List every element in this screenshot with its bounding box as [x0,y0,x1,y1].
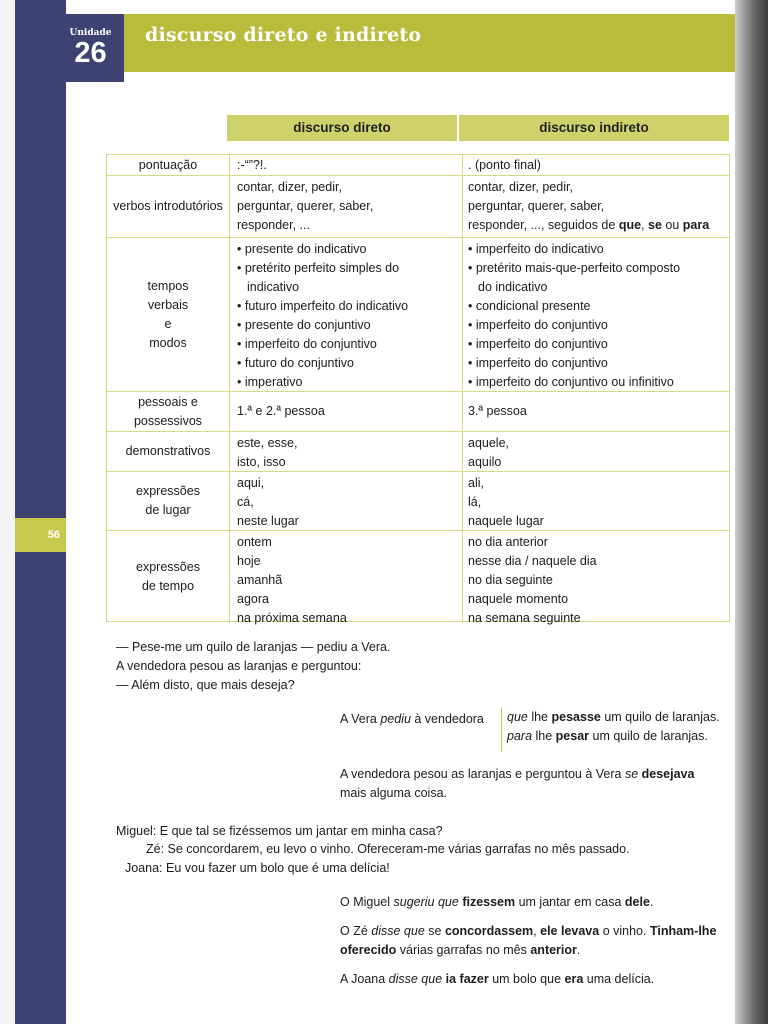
table-row [107,238,729,392]
column-header-indirect: discurso indireto [459,115,729,141]
reported-speech-line: oferecido várias garrafas no mês anterior. [340,943,581,957]
row-category: pessoais e possessivos [107,392,230,431]
reported-speech-line: O Zé disse que se concordassem, ele levava o vinho. Tinham-lhe [340,924,717,938]
example-dialogue-line: — Além disto, que mais deseja? [116,678,295,692]
row-category: tempos verbais e modos [107,238,230,391]
reported-speech-line: A Joana disse que ia fazer um bolo que era uma delícia. [340,972,655,986]
unit-badge [57,14,124,82]
reported-option: para lhe pesar um quilo de laranjas. [507,729,708,743]
reported-speech-intro: A Vera pediu à vendedora [340,712,484,726]
indirect-cell: no dia anterior nesse dia / naquele dia no dia seguinte naquele momento na semana seguinte [468,535,597,625]
right-gutter-shadow [735,0,768,1024]
row-category: pontuação [107,155,230,175]
indirect-cell: aquele, aquilo [468,436,510,469]
table-row [107,392,729,432]
row-category: expressões de lugar [107,472,230,530]
direct-cell: 1.ª e 2.ª pessoa [231,392,463,431]
indirect-cell: • imperfeito do indicativo • pretérito mais-que-perfeito composto do indicativo • condicional presente • imperfeito do conjuntivo • imperfeito do conjuntivo • imperfeito do conjuntivo • imperfeito do conjuntivo ou infinitivo [468,242,681,389]
unit-label: Unidade [69,28,112,38]
table-row [107,531,729,623]
reported-speech-line: O Miguel sugeriu que fizessem um jantar em casa dele. [340,895,654,909]
divider-bar [501,708,502,752]
direct-cell: ontem hoje amanhã agora na próxima semana [231,531,463,623]
direct-cell: este, esse, isto, isso [231,432,463,471]
indirect-cell: . (ponto final) [468,158,541,172]
direct-cell: contar, dizer, pedir, perguntar, querer, saber, responder, ... [231,176,463,237]
table-row [107,176,729,238]
row-category: demonstrativos [107,432,230,471]
direct-cell: :-“”?!. [231,155,463,175]
indirect-cell: contar, dizer, pedir, perguntar, querer, saber, responder, ..., seguidos de que, se ou para [468,180,710,232]
indirect-cell: ali, lá, naquele lugar [468,476,544,528]
example-dialogue-line: Miguel: E que tal se fizéssemos um jantar em minha casa? [116,824,443,838]
direct-cell: aqui, cá, neste lugar [231,472,463,530]
book-spine [0,0,15,1024]
example-dialogue-line: Zé: Se concordarem, eu levo o vinho. Ofereceram-me várias garrafas no mês passado. [146,842,630,856]
column-header-direct: discurso direto [227,115,457,141]
table-row [107,155,729,176]
table-row [107,472,729,531]
page-number: 56 [15,518,66,552]
row-category: expressões de tempo [107,531,230,623]
row-category: verbos introdutórios [107,176,230,237]
indirect-cell: 3.ª pessoa [468,404,527,418]
reported-option: que lhe pesasse um quilo de laranjas. [507,710,720,724]
example-dialogue-line: — Pese-me um quilo de laranjas — pediu a Vera. [116,640,391,654]
reported-speech-line: mais alguma coisa. [340,786,447,800]
reported-speech-line: A vendedora pesou as laranjas e perguntou à Vera se desejava [340,767,695,781]
page-title: discurso direto e indireto [145,24,422,46]
left-margin-band [15,0,66,1024]
direct-cell: • presente do indicativo • pretérito perfeito simples do indicativo • futuro imperfeito do indicativo • presente do conjuntivo • imperfeito do conjuntivo • futuro do conjuntivo • imperativo [231,238,463,391]
example-dialogue-line: Joana: Eu vou fazer um bolo que é uma delícia! [125,861,390,875]
example-dialogue-line: A vendedora pesou as laranjas e perguntou: [116,659,362,673]
table-row [107,432,729,472]
grammar-table [106,154,730,625]
unit-number: 26 [74,37,107,69]
